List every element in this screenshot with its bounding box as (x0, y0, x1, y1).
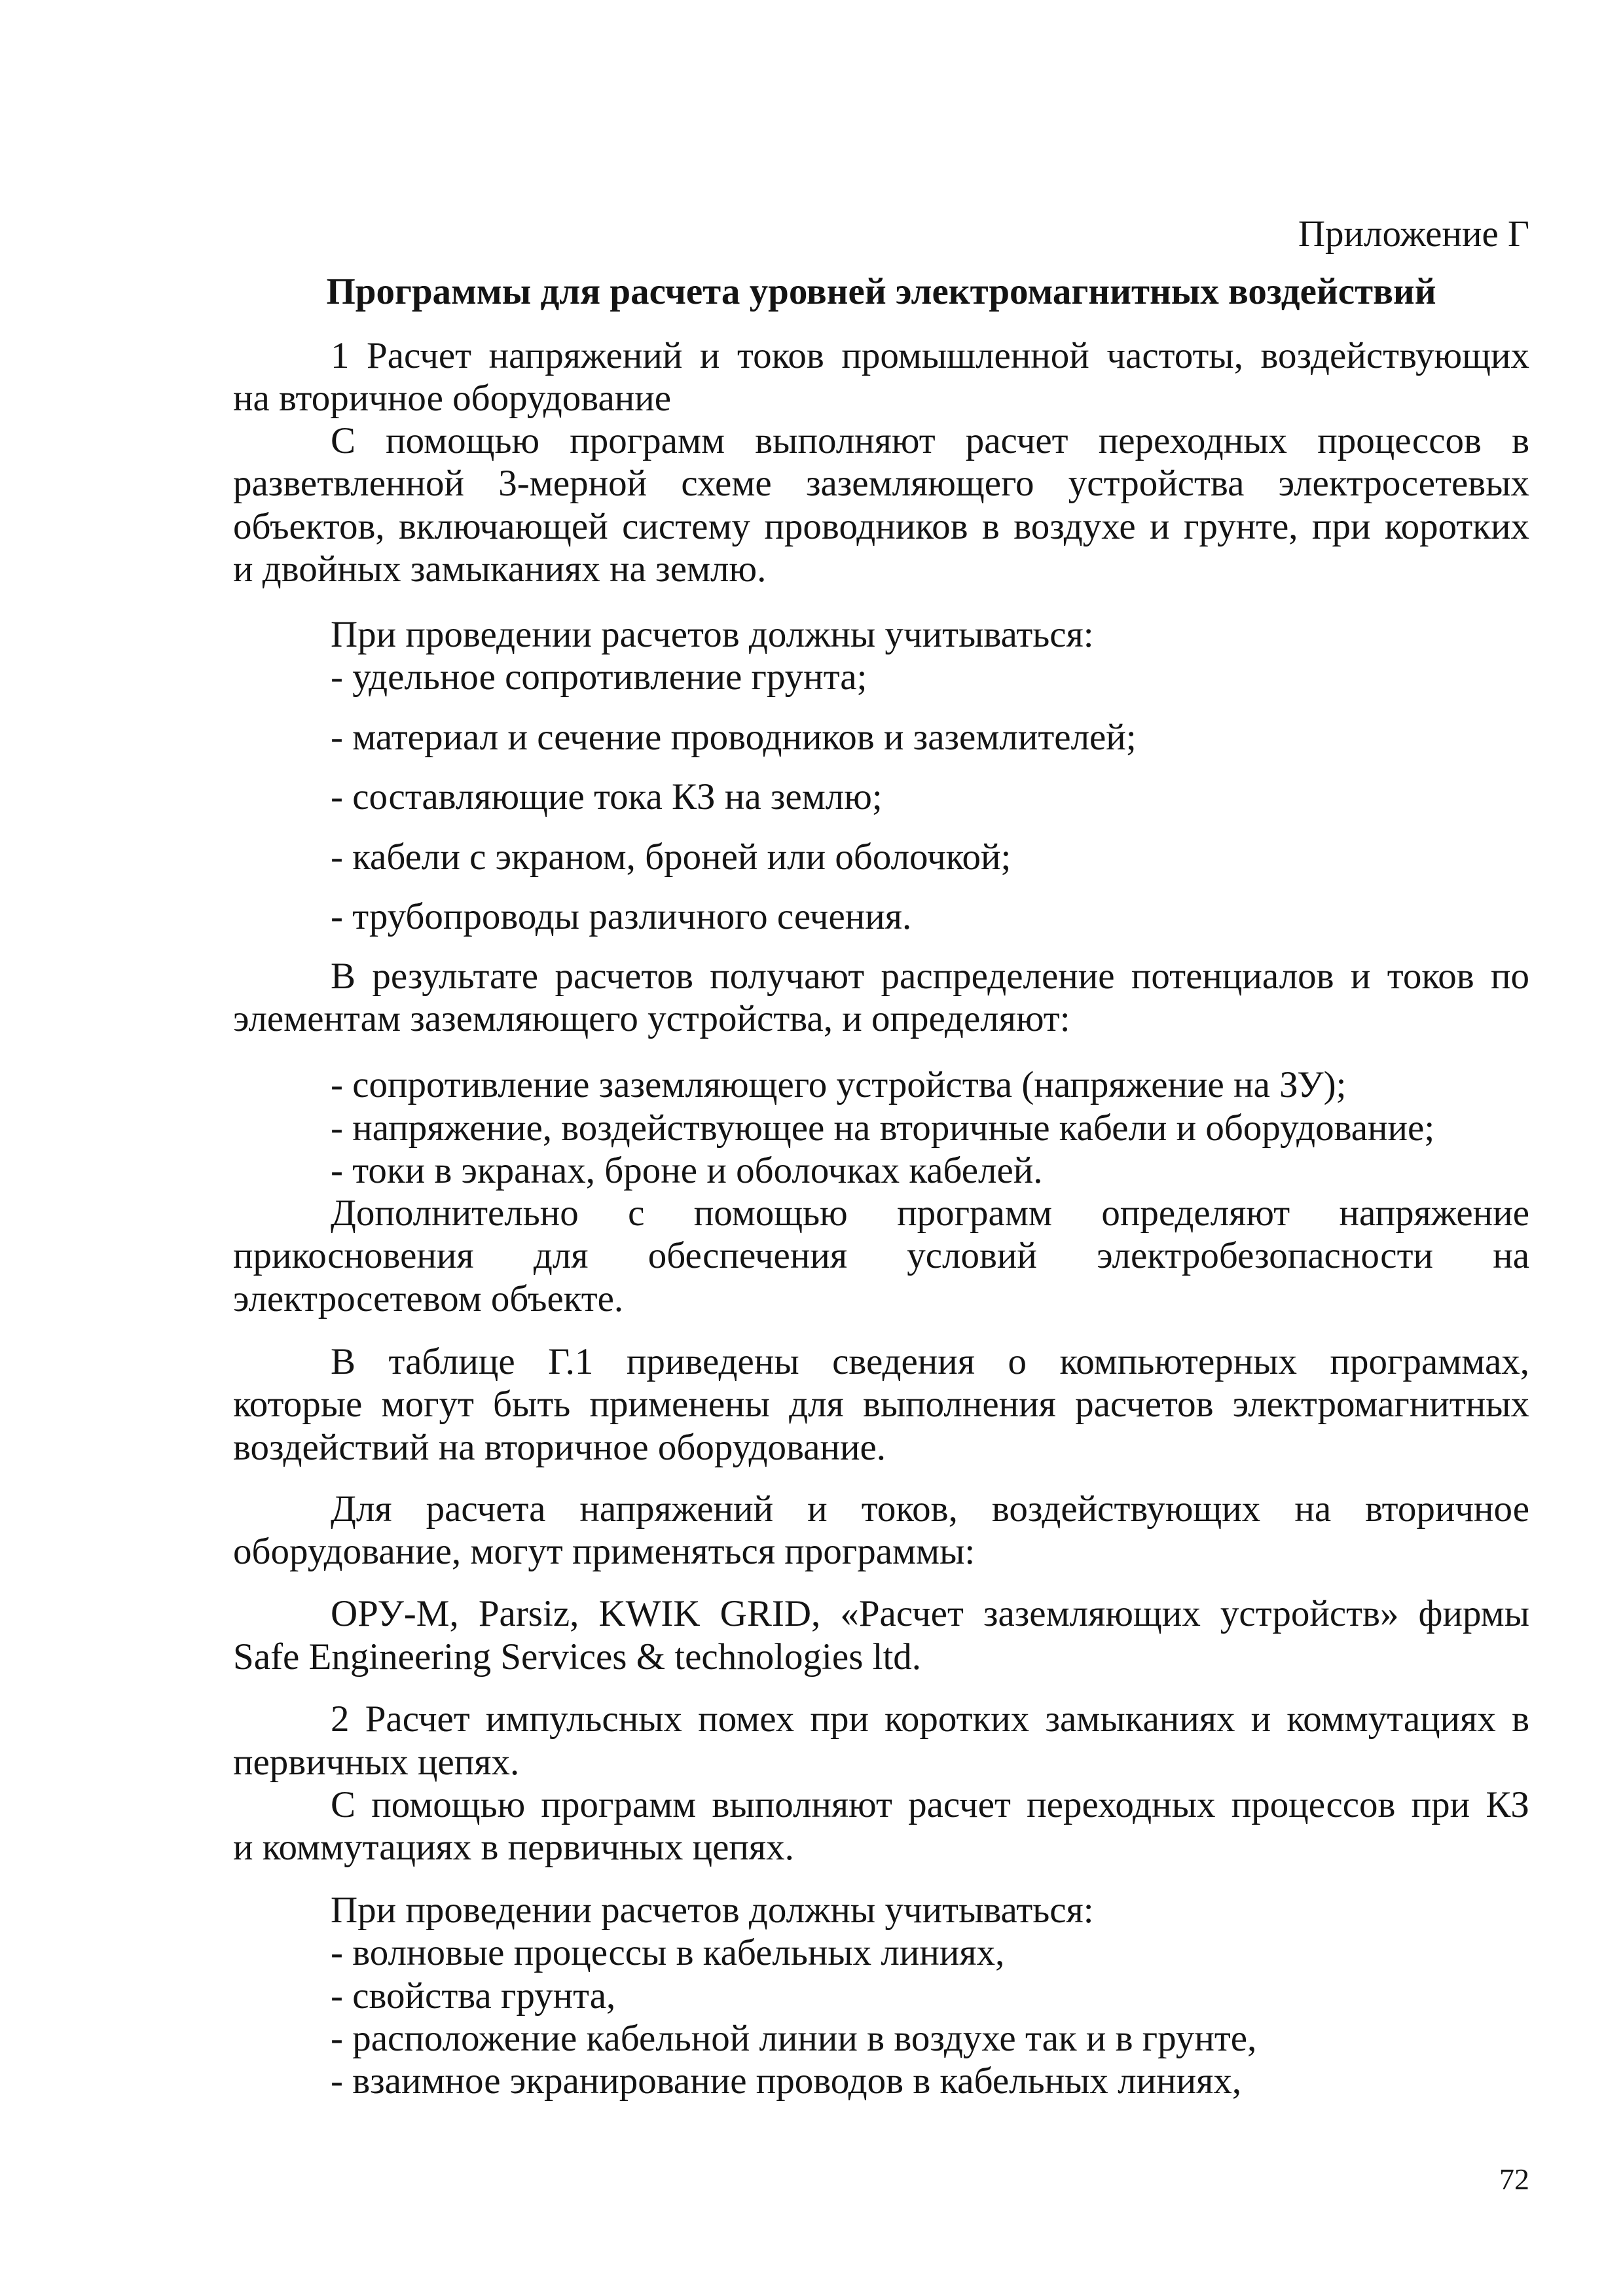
section1-consider-intro: При проведении расчетов должны учитываться: (331, 614, 1094, 655)
section1-consider-item: - составляющие тока КЗ на землю; (331, 776, 883, 817)
section2-consider-intro: При проведении расчетов должны учитываться: (331, 1890, 1094, 1931)
section1-consider-item: - материал и сечение проводников и заземлителей; (331, 717, 1137, 758)
section1-consider-item: - трубопроводы различного сечения. (331, 896, 912, 937)
section1-heading-line1: 1 Расчет напряжений и токов промышленной частоты, воздействующих (331, 335, 1529, 376)
section1-result-item: - токи в экранах, броне и оболочках кабелей. (331, 1150, 1043, 1191)
section1-table-line: воздействий на вторичное оборудование. (233, 1427, 886, 1468)
section2-consider-item: - взаимное экранирование проводов в кабельных линиях, (331, 2060, 1242, 2102)
section1-result-line: элементам заземляющего устройства, и определяют: (233, 998, 1070, 1039)
section1-consider-item: - кабели с экраном, броней или оболочкой; (331, 836, 1012, 878)
section1-programs-line: оборудование, могут применяться программы: (233, 1531, 976, 1572)
section2-para-line: С помощью программ выполняют расчет переходных процессов при КЗ (331, 1784, 1529, 1825)
section1-programs-line: Для расчета напряжений и токов, воздействующих на вторичное (331, 1488, 1529, 1530)
section1-additional-line: электросетевом объекте. (233, 1278, 624, 1319)
section1-table-line: В таблице Г.1 приведены сведения о компьютерных программах, (331, 1341, 1529, 1382)
section1-programs-list-line: Safe Engineering Services & technologies ltd. (233, 1636, 922, 1677)
section1-heading-line2: на вторичное оборудование (233, 378, 672, 419)
section2-consider-item: - расположение кабельной линии в воздухе так и в грунте, (331, 2018, 1257, 2059)
section2-para-line: и коммутациях в первичных цепях. (233, 1827, 794, 1868)
section1-para1-line: С помощью программ выполняют расчет переходных процессов в (331, 420, 1529, 461)
section1-para1-line: разветвленной 3-мерной схеме заземляющего устройства электросетевых (233, 463, 1529, 504)
section1-result-item: - напряжение, воздействующее на вторичные кабели и оборудование; (331, 1107, 1435, 1149)
section1-para1-line: и двойных замыканиях на землю. (233, 548, 767, 590)
section1-consider-item: - удельное сопротивление грунта; (331, 656, 867, 698)
document-title: Программы для расчета уровней электромагнитных воздействий (326, 271, 1436, 312)
appendix-label: Приложение Г (1298, 213, 1529, 255)
section1-programs-list-line: ОРУ-М, Parsiz, KWIK GRID, «Расчет заземляющих устройств» фирмы (331, 1593, 1529, 1634)
section1-result-line: В результате расчетов получают распределение потенциалов и токов по (331, 956, 1529, 997)
section1-table-line: которые могут быть применены для выполнения расчетов электромагнитных (233, 1384, 1529, 1425)
section2-consider-item: - волновые процессы в кабельных линиях, (331, 1932, 1005, 1973)
section1-result-item: - сопротивление заземляющего устройства (напряжение на ЗУ); (331, 1064, 1347, 1105)
section1-additional-line: Дополнительно с помощью программ определяют напряжение (331, 1193, 1529, 1234)
section2-heading-line: 2 Расчет импульсных помех при коротких замыканиях и коммутациях в (331, 1698, 1529, 1740)
section2-heading-line: первичных цепях. (233, 1742, 520, 1783)
page-number: 72 (1499, 2162, 1529, 2196)
section2-consider-item: - свойства грунта, (331, 1975, 616, 2017)
section1-additional-line: прикосновения для обеспечения условий электробезопасности на (233, 1235, 1529, 1276)
section1-para1-line: объектов, включающей систему проводников в воздухе и грунте, при коротких (233, 506, 1529, 547)
